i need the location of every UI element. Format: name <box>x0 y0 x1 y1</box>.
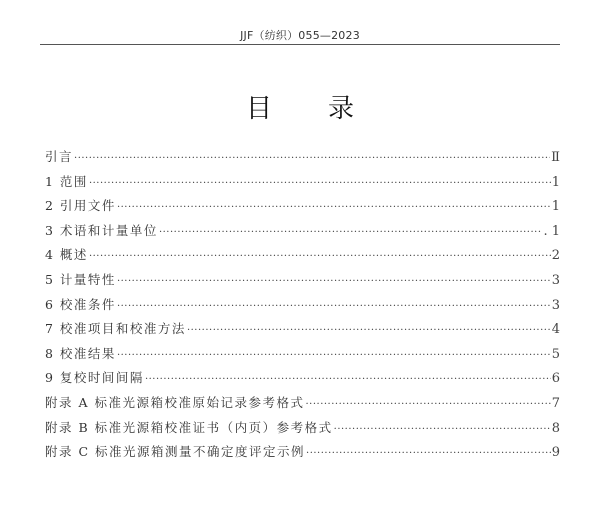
toc-label: 7 校准项目和校准方法 <box>45 321 186 337</box>
toc-entry-6[interactable] <box>45 295 560 320</box>
toc-entry-7[interactable] <box>45 319 560 344</box>
toc-page-number: 1 <box>551 199 560 215</box>
toc-label: 9 复校时间间隔 <box>45 370 144 386</box>
dot-leader <box>159 227 543 238</box>
title-char-1: 目 <box>245 94 272 124</box>
dot-leader <box>145 374 551 385</box>
dot-leader <box>117 301 551 312</box>
toc-label: 附录 C 标准光源箱测量不确定度评定示例 <box>45 444 306 460</box>
dot-leader <box>117 350 551 361</box>
toc-label: 8 校准结果 <box>45 345 116 361</box>
toc-entry-appendix-b[interactable] <box>45 418 560 443</box>
toc-page-number: Ⅱ <box>551 150 560 165</box>
toc-label: 6 校准条件 <box>45 296 116 312</box>
toc-entry-4[interactable] <box>45 245 560 270</box>
page-title <box>0 88 600 125</box>
dot-leader <box>89 251 551 262</box>
toc-page-number: 1 <box>551 174 560 190</box>
title-char-2: 录 <box>328 94 355 124</box>
toc-entry-appendix-c[interactable] <box>45 442 560 467</box>
header-rule <box>40 44 560 45</box>
toc-entry-8[interactable] <box>45 344 560 369</box>
dot-leader <box>187 325 551 336</box>
dot-leader <box>89 178 551 189</box>
document-code-header: JJF（纺织）055—2023 <box>240 29 360 42</box>
toc-label: 引言 <box>45 149 74 164</box>
dot-leader <box>74 153 550 164</box>
toc-label: 4 概述 <box>45 247 88 263</box>
toc-page-number: 7 <box>551 395 560 411</box>
dot-leader <box>306 448 551 459</box>
dot-leader <box>334 424 551 435</box>
toc-label: 1 范围 <box>45 173 88 189</box>
dot-leader <box>117 276 551 287</box>
dot-leader <box>117 202 551 213</box>
toc-label: 附录 B 标准光源箱校准证书（内页）参考格式 <box>45 419 333 435</box>
table-of-contents <box>45 147 560 467</box>
toc-page-number: 2 <box>551 248 560 264</box>
toc-page-number: 8 <box>551 420 560 436</box>
toc-page-number: 3 <box>551 272 560 288</box>
toc-label: 2 引用文件 <box>45 198 116 214</box>
toc-label: 5 计量特性 <box>45 271 116 287</box>
toc-entry-1[interactable] <box>45 172 560 197</box>
toc-entry-intro[interactable] <box>45 147 560 172</box>
toc-entry-3[interactable] <box>45 221 560 246</box>
toc-label: 3 术语和计量单位 <box>45 222 158 238</box>
toc-entry-5[interactable] <box>45 270 560 295</box>
toc-page-number: 3 <box>551 297 560 313</box>
toc-entry-appendix-a[interactable] <box>45 393 560 418</box>
toc-page-number: . 1 <box>543 223 560 239</box>
toc-page-number: 5 <box>551 346 560 362</box>
toc-label: 附录 A 标准光源箱校准原始记录参考格式 <box>45 394 305 410</box>
toc-page-number: 6 <box>551 371 560 387</box>
dot-leader <box>305 399 550 410</box>
toc-entry-2[interactable] <box>45 196 560 221</box>
toc-page-number: 9 <box>551 445 560 461</box>
toc-page-number: 4 <box>551 322 560 338</box>
toc-entry-9[interactable] <box>45 368 560 393</box>
